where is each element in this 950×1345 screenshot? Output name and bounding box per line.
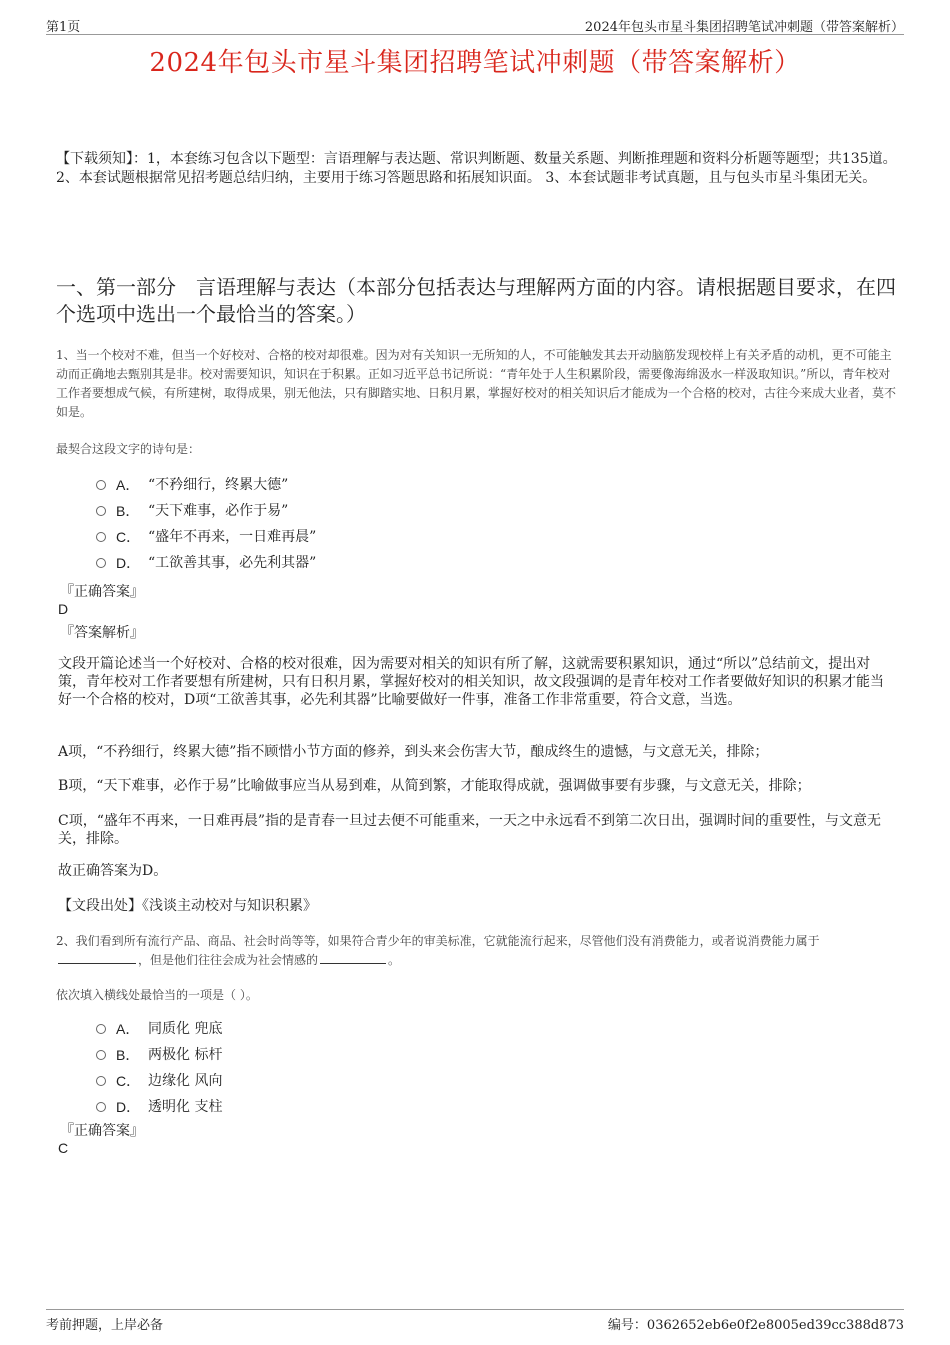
answer-value: C [58,1140,69,1156]
option-text: 同质化 兜底 [148,1021,223,1037]
option-text: “工欲善其事，必先利其器” [148,555,317,571]
option-b[interactable] [96,498,316,524]
download-notice: 【下载须知】：1，本套练习包含以下题型：言语理解与表达题、常识判断题、数量关系题、判断推理题和资料分析题等题型；共135道。 2、本套试题根据常见招考题总结归纳，主要用于练习答题思路和拓展知识面。 3、本套试题非考试真题，且与包头市星斗集团无关。 [56,151,897,186]
header-doc-title: 2024年包头市星斗集团招聘笔试冲刺题（带答案解析） [584,20,904,35]
option-text: 透明化 支柱 [148,1099,223,1115]
analysis-paragraph: A项，“不矜细行，终累大德”指不顾惜小节方面的修养，到头来会伤害大节，酿成终生的遗憾，与文意无关，排除； [58,744,769,760]
option-letter: B． [116,503,140,519]
question-2-text-part: ，但是他们往往会成为社会情感的 [138,953,319,967]
option-text: “天下难事，必作于易” [148,503,289,519]
option-letter: C． [116,1073,141,1089]
option-d[interactable] [96,550,316,576]
page-header [46,14,904,35]
analysis-paragraph: B项，“天下难事，必作于易”比喻做事应当从易到难，从简到繁，才能取得成就，强调做事要有步骤，与文意无关，排除； [58,778,811,794]
radio-icon[interactable] [96,558,106,568]
page-footer [46,1309,904,1333]
radio-icon[interactable] [96,1024,106,1034]
option-letter: D． [116,555,141,571]
option-letter: B． [116,1047,140,1063]
option-text: “盛年不再来，一日难再晨” [148,529,317,545]
footer-doc-id: 编号：0362652eb6e0f2e8005ed39cc388d873 [607,1318,904,1333]
option-c[interactable] [96,1068,222,1094]
answer-value: D [58,601,69,617]
footer-slogan: 考前押题，上岸必备 [46,1318,164,1333]
question-2-options [96,1016,222,1120]
option-a[interactable] [96,472,316,498]
answer-label: 『正确答案』 [60,1123,144,1139]
question-1-options [96,472,316,576]
analysis-paragraph: 故正确答案为D。 [58,863,168,879]
analysis-label: 『答案解析』 [60,625,144,641]
option-letter: C． [116,529,141,545]
question-1-text: 1、当一个校对不难，但当一个好校对、合格的校对却很难。因为对有关知识一无所知的人，不可能触发其去开动脑筋发现校样上有关矛盾的动机，更不可能主动而正确地去甄别其是非。校对需要知识，知识在于积累。正如习近平总书记所说：“青年处于人生积累阶段，需要像海绵汲水一样汲取知识。”所以，青年校对工作者要想成气候，有所建树，取得成果，别无他法，只有脚踏实地、日积月累，掌握好校对的相关知识后才能成为一个合格的校对，古往今来成大业者，莫不如是。 [56,348,897,419]
section-heading: 一、第一部分 言语理解与表达（本部分包括表达与理解两方面的内容。请根据题目要求，在四个选项中选出一个最恰当的答案。） [56,275,896,326]
option-a[interactable] [96,1016,222,1042]
radio-icon[interactable] [96,1050,106,1060]
page-number: 第1页 [46,20,81,35]
option-d[interactable] [96,1094,222,1120]
option-letter: A． [116,477,140,493]
radio-icon[interactable] [96,1102,106,1112]
fill-blank [58,951,136,964]
option-c[interactable] [96,524,316,550]
option-letter: D． [116,1099,141,1115]
source-citation: 【文段出处】《浅谈主动校对与知识积累》 [58,898,317,914]
question-2-text-part: 。 [388,953,401,967]
analysis-paragraph: C项，“盛年不再来，一日难再晨”指的是青春一旦过去便不可能重来，一天之中永远看不到第二次日出，强调时间的重要性，与文意无关，排除。 [58,813,882,847]
radio-icon[interactable] [96,1076,106,1086]
analysis-paragraph: 文段开篇论述当一个好校对、合格的校对很难，因为需要对相关的知识有所了解，这就需要积累知识，通过“所以”总结前文，提出对策，青年校对工作者要想有所建树，只有日积月累，掌握好校对的相关知识，故文段强调的是青年校对工作者要做好知识的积累才能当好一个合格的校对，D项“工欲善其事，必先利其器”比喻要做好一件事，准备工作非常重要，符合文意，当选。 [58,656,884,708]
answer-label: 『正确答案』 [60,584,144,600]
question-1-prompt: 最契合这段文字的诗句是： [56,442,201,456]
option-text: 两极化 标杆 [148,1047,223,1063]
radio-icon[interactable] [96,480,106,490]
document-title: 2024年包头市星斗集团招聘笔试冲刺题（带答案解析） [149,48,801,78]
question-2-prompt: 依次填入横线处最恰当的一项是（ ）。 [56,988,258,1002]
option-b[interactable] [96,1042,222,1068]
option-text: 边缘化 风向 [148,1073,223,1089]
radio-icon[interactable] [96,506,106,516]
question-2-text [56,932,898,970]
question-2-text-part: 2、我们看到所有流行产品、商品、社会时尚等等，如果符合青少年的审美标准，它就能流行起来，尽管他们没有消费能力，或者说消费能力属于 [56,934,820,948]
radio-icon[interactable] [96,532,106,542]
fill-blank [320,951,386,964]
option-letter: A． [116,1021,140,1037]
option-text: “不矜细行，终累大德” [148,477,289,493]
